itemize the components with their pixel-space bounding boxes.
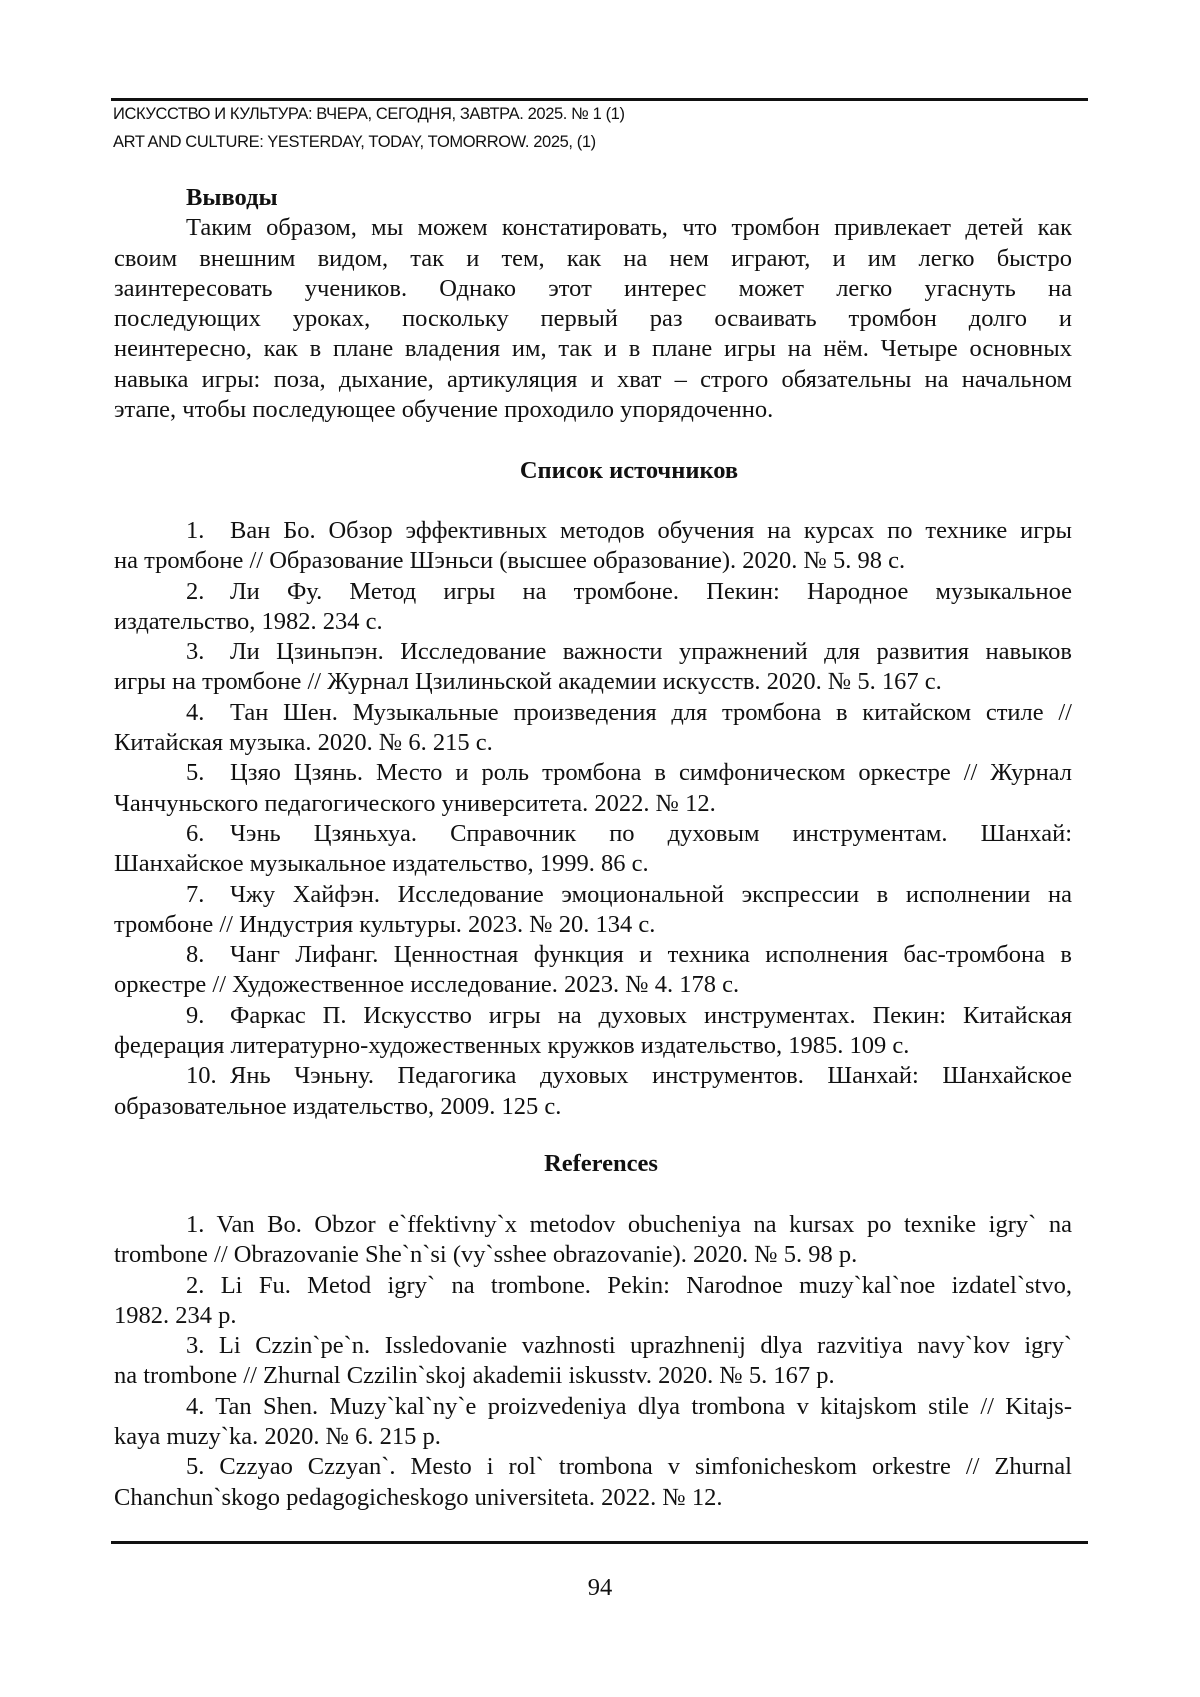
- source-number: 3.: [186, 637, 230, 667]
- reference-line: 1. Van Bo. Obzor e`ffektivny`x metodov obucheniya na kursax po texnike igry` na: [114, 1210, 1072, 1240]
- source-item: [114, 819, 1072, 880]
- reference-line: kaya muzy`ka. 2020. № 6. 215 p.: [114, 1422, 1072, 1452]
- page-number: 94: [0, 1574, 1200, 1602]
- reference-line: na trombone // Zhurnal Czzilin`skoj akademii iskusstv. 2020. № 5. 167 p.: [114, 1361, 1072, 1391]
- source-number: 6.: [186, 819, 230, 849]
- source-text: Ли Цзиньпэн. Исследование важности упражнений для развития навыков: [230, 638, 1072, 665]
- source-item: [114, 758, 1072, 819]
- source-item: [114, 940, 1072, 1001]
- reference-item: [114, 1331, 1072, 1392]
- source-item: [114, 880, 1072, 941]
- source-number: 7.: [186, 880, 230, 910]
- reference-line: 3. Li Czzin`pe`n. Issledovanie vazhnosti uprazhnenij dlya razvitiya navy`kov igry`: [114, 1331, 1072, 1361]
- source-text: Тан Шен. Музыкальные произведения для тромбона в китайском стиле //: [230, 699, 1072, 726]
- sources-list: [114, 516, 1072, 1122]
- source-number: 4.: [186, 698, 230, 728]
- source-text: Чжу Хайфэн. Исследование эмоциональной экспрессии в исполнении на: [230, 881, 1072, 908]
- source-line: [114, 819, 1072, 849]
- header-rule: [111, 98, 1088, 101]
- references-list: [114, 1210, 1072, 1513]
- paragraph-line: своим внешним видом, так и тем, как на нем играют, и им легко быстро: [114, 244, 1072, 274]
- source-item: [114, 1061, 1072, 1122]
- source-line: [114, 758, 1072, 788]
- source-item: [114, 577, 1072, 638]
- source-text: Ли Фу. Метод игры на тромбоне. Пекин: Народное музыкальное: [230, 578, 1072, 605]
- source-line: [114, 1092, 1072, 1122]
- reference-line: 1982. 234 p.: [114, 1301, 1072, 1331]
- source-line: [114, 940, 1072, 970]
- source-text: федерация литературно-художественных кружков издательство, 1985. 109 с.: [114, 1032, 909, 1059]
- source-number: 8.: [186, 940, 230, 970]
- source-text: издательство, 1982. 234 с.: [114, 608, 383, 635]
- sources-heading: Список источников: [114, 456, 1072, 486]
- source-line: [114, 516, 1072, 546]
- source-number: 10.: [186, 1061, 230, 1091]
- source-item: [114, 1001, 1072, 1062]
- source-number: 2.: [186, 577, 230, 607]
- source-number: 1.: [186, 516, 230, 546]
- source-line: [114, 637, 1072, 667]
- paragraph-line: Таким образом, мы можем констатировать, что тромбон привлекает детей как: [114, 213, 1072, 243]
- reference-line: 4. Tan Shen. Muzy`kal`ny`e proizvedeniya dlya trombona v kitajskom stile // Kitajs-: [114, 1392, 1072, 1422]
- source-number: 5.: [186, 758, 230, 788]
- reference-item: [114, 1392, 1072, 1453]
- source-number: 9.: [186, 1001, 230, 1031]
- reference-item: [114, 1452, 1072, 1513]
- source-text: Фаркас П. Искусство игры на духовых инструментах. Пекин: Китайская: [230, 1002, 1072, 1029]
- conclusions-section: [114, 183, 1072, 425]
- source-text: Чэнь Цзяньхуа. Справочник по духовым инструментам. Шанхай:: [230, 820, 1072, 847]
- source-text: на тромбоне // Образование Шэньси (высшее образование). 2020. № 5. 98 с.: [114, 547, 905, 574]
- source-text: игры на тромбоне // Журнал Цзилиньской академии искусств. 2020. № 5. 167 с.: [114, 668, 942, 695]
- source-text: Шанхайское музыкальное издательство, 1999. 86 с.: [114, 850, 649, 877]
- source-text: Янь Чэньну. Педагогика духовых инструментов. Шанхай: Шанхайское: [230, 1062, 1072, 1089]
- source-line: [114, 1001, 1072, 1031]
- source-text: Чанчуньского педагогического университета. 2022. № 12.: [114, 790, 716, 817]
- paragraph-line: навыка игры: поза, дыхание, артикуляция и хват – строго обязательны на начальном: [114, 365, 1072, 395]
- reference-line: 2. Li Fu. Metod igry` na trombone. Pekin: Narodnoe muzy`kal`noe izdatel`stvo,: [114, 1271, 1072, 1301]
- paragraph-line: последующих уроках, поскольку первый раз осваивать тромбон долго и: [114, 304, 1072, 334]
- reference-item: [114, 1210, 1072, 1271]
- source-text: тромбоне // Индустрия культуры. 2023. № 20. 134 с.: [114, 911, 655, 938]
- source-line: [114, 577, 1072, 607]
- source-line: [114, 667, 1072, 697]
- reference-line: Chanchun`skogo pedagogicheskogo universiteta. 2022. № 12.: [114, 1483, 1072, 1513]
- references-heading: References: [114, 1149, 1072, 1179]
- source-item: [114, 637, 1072, 698]
- source-line: [114, 970, 1072, 1000]
- source-item: [114, 516, 1072, 577]
- paragraph-line: неинтересно, как в плане владения им, так и в плане игры на нём. Четыре основных: [114, 334, 1072, 364]
- footer-rule: [111, 1541, 1088, 1544]
- source-line: [114, 546, 1072, 576]
- reference-item: [114, 1271, 1072, 1332]
- source-line: [114, 1031, 1072, 1061]
- references-heading-wrap: [114, 1149, 1072, 1179]
- source-line: [114, 849, 1072, 879]
- source-text: Китайская музыка. 2020. № 6. 215 с.: [114, 729, 493, 756]
- source-line: [114, 607, 1072, 637]
- sources-heading-wrap: [114, 456, 1072, 486]
- source-text: Чанг Лифанг. Ценностная функция и техника исполнения бас-тромбона в: [230, 941, 1072, 968]
- reference-line: 5. Czzyao Czzyan`. Mesto i rol` trombona v simfonicheskom orkestre // Zhurnal: [114, 1452, 1072, 1482]
- conclusions-heading: Выводы: [114, 183, 1072, 213]
- source-text: образовательное издательство, 2009. 125 с.: [114, 1093, 561, 1120]
- source-item: [114, 698, 1072, 759]
- source-line: [114, 728, 1072, 758]
- journal-title-ru: ИСКУССТВО И КУЛЬТУРА: ВЧЕРА, СЕГОДНЯ, ЗАВТРА. 2025. № 1 (1): [113, 103, 625, 125]
- source-text: Цзяо Цзянь. Место и роль тромбона в симфоническом оркестре // Журнал: [230, 759, 1072, 786]
- source-line: [114, 910, 1072, 940]
- source-text: Ван Бо. Обзор эффективных методов обучения на курсах по технике игры: [230, 517, 1072, 544]
- paragraph-line: заинтересовать учеников. Однако этот интерес может легко угаснуть на: [114, 274, 1072, 304]
- journal-title-en: ART AND CULTURE: YESTERDAY, TODAY, TOMORROW. 2025, (1): [113, 131, 596, 153]
- source-line: [114, 1061, 1072, 1091]
- source-line: [114, 789, 1072, 819]
- source-line: [114, 880, 1072, 910]
- paragraph-line: этапе, чтобы последующее обучение проходило упорядоченно.: [114, 395, 1072, 425]
- reference-line: trombone // Obrazovanie She`n`si (vy`sshee obrazovanie). 2020. № 5. 98 p.: [114, 1240, 1072, 1270]
- source-text: оркестре // Художественное исследование. 2023. № 4. 178 с.: [114, 971, 739, 998]
- source-line: [114, 698, 1072, 728]
